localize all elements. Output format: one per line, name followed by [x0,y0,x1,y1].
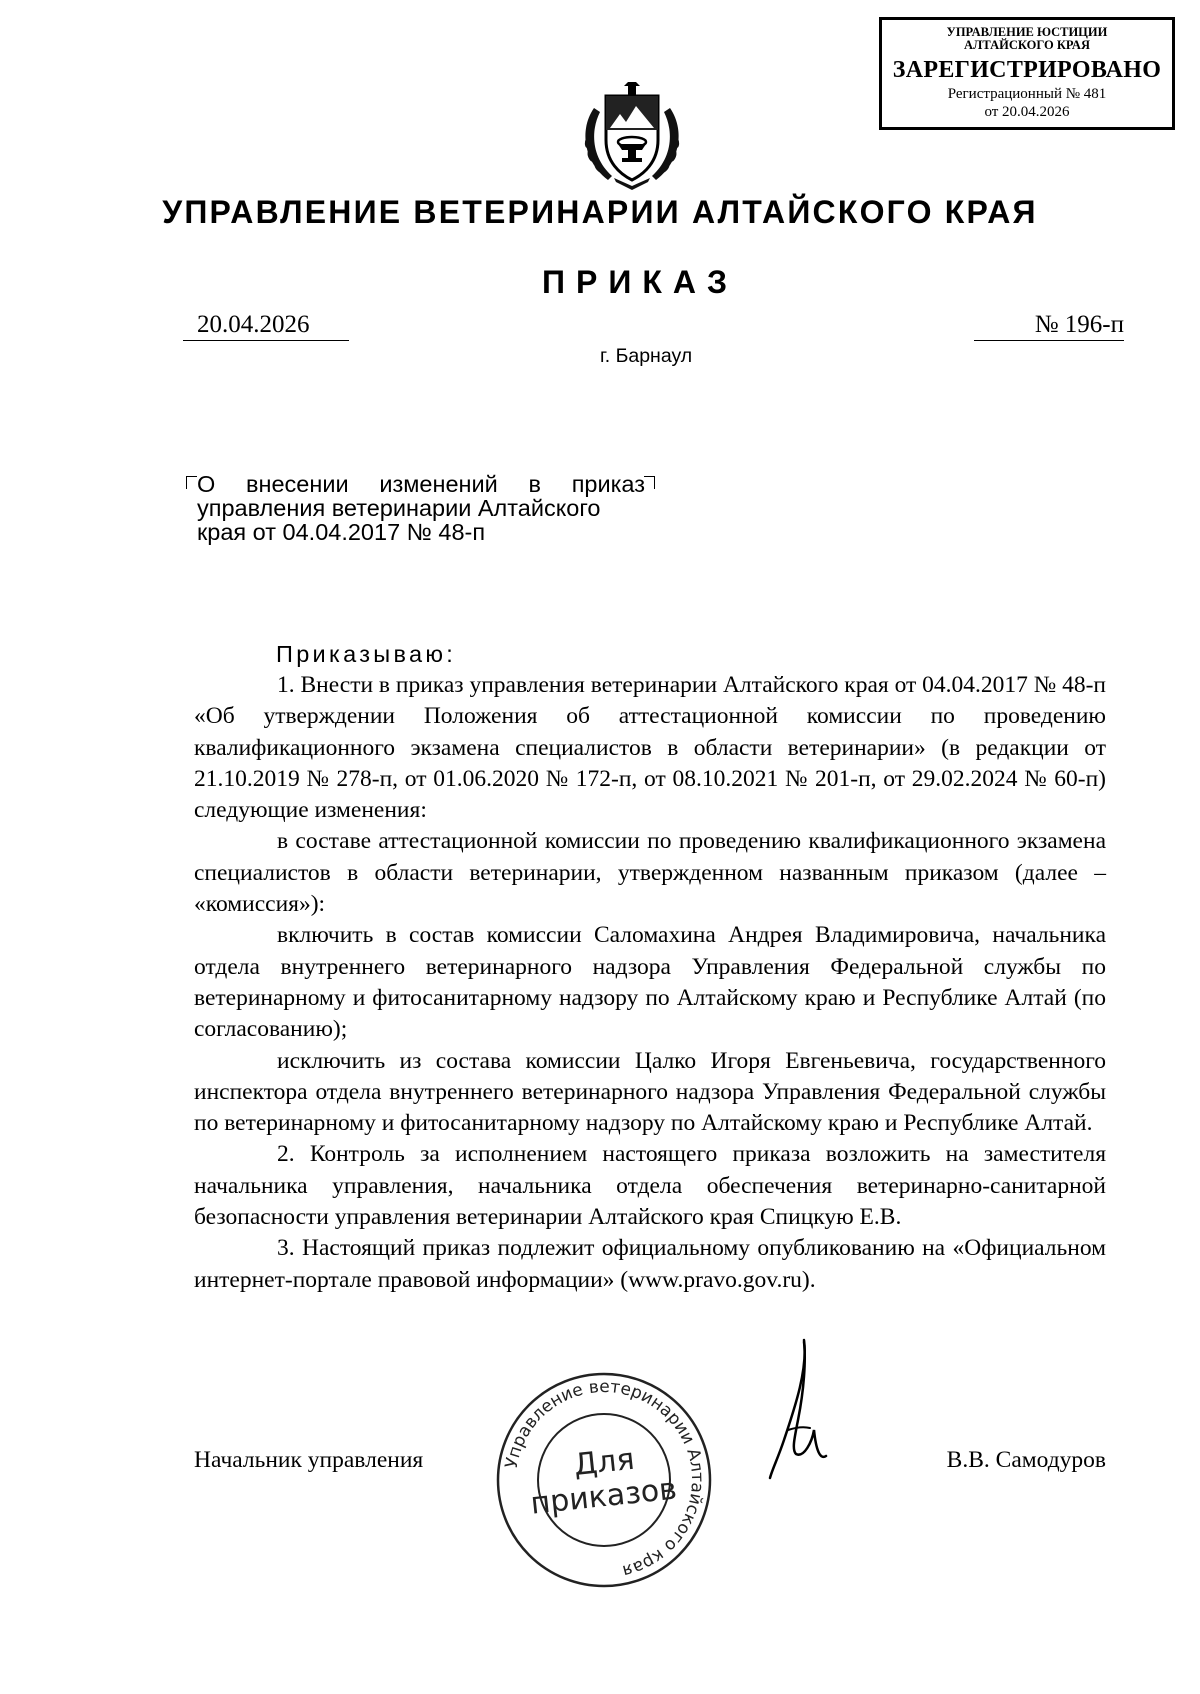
body-paragraph: 1. Внести в приказ управления ветеринарии Алтайского края от 04.04.2017 № 48-п «Об утверждении Положения об аттестационной комиссии по проведению квалификационного экзамена специалистов в области ветеринарии» (в редакции от 21.10.2019 № 278-п, от 01.06.2020 № 172-п, от 08.10.2021 № 201-п, от 29.02.2024 № 60-п) следующие изменения: [194,672,1106,824]
city: г. Барнаул [600,345,693,367]
signature-block [194,1445,1106,1485]
subject-line: края от 04.04.2017 № 48-п [197,519,486,545]
organization-title: УПРАВЛЕНИЕ ВЕТЕРИНАРИИ АЛТАЙСКОГО КРАЯ [162,194,1038,230]
order-number: № 196-п [974,310,1124,341]
stamp-reg-number: Регистрационный № 481 [947,86,1107,102]
document-type: ПРИКАЗ [541,264,739,300]
stamp-authority-line1: УПРАВЛЕНИЕ ЮСТИЦИИ [946,25,1108,39]
order-date: 20.04.2026 [183,310,349,341]
subject-line: О внесении изменений в приказ [197,471,645,497]
stamp-status: ЗАРЕГИСТРИРОВАНО [892,57,1162,83]
body-paragraph: 3. Настоящий приказ подлежит официальному опубликованию на «Официальном интернет-портале правовой информации» (www.pravo.gov.ru). [194,1235,1106,1293]
body-paragraph: в составе аттестационной комиссии по проведению квалификационного экзамена специалистов в области ветеринарии, утвержденном названным приказом (далее – «комиссия»): [194,828,1106,918]
stamp-authority-line2: АЛТАЙСКОГО КРАЯ [964,38,1090,52]
body-paragraph: исключить из состава комиссии Цалко Игоря Евгеньевича, государственного инспектора отдела внутреннего ветеринарного надзора Управления Федеральной службы по ветеринарному и фитосанитарному надзору по Алтайскому краю и Республике Алтай. [194,1047,1106,1137]
order-subject [197,472,645,544]
registration-stamp [879,17,1175,130]
order-directive: Приказываю: [276,641,457,667]
seal-center-line2: приказов [528,1471,679,1522]
signatory-name: В.В. Самодуров [946,1447,1106,1473]
subject-line: управления ветеринарии Алтайского [197,495,601,521]
altai-krai-coat-of-arms-icon [574,78,690,194]
stamp-reg-date: от 20.04.2026 [984,104,1070,120]
seal-center-line1: Для [572,1441,637,1483]
order-body [194,670,1106,1296]
subject-bracket-right [644,476,655,489]
body-paragraph: 2. Контроль за исполнением настоящего приказа возложить на заместителя начальника управления, начальника отдела обеспечения ветеринарно-санитарной безопасности управления ветеринарии Алтайского края Спицкую Е.В. [194,1141,1106,1231]
body-paragraph: включить в состав комиссии Саломахина Андрея Владимировича, начальника отдела внутреннего ветеринарного надзора Управления Федеральной службы по ветеринарному и фитосанитарному надзору по Алтайскому краю и Республике Алтай (по согласованию); [194,922,1106,1043]
seal-ring-text: Управление ветеринарии Алтайского края [501,1376,708,1581]
subject-bracket-left [186,476,197,489]
signatory-title: Начальник управления [194,1447,424,1473]
